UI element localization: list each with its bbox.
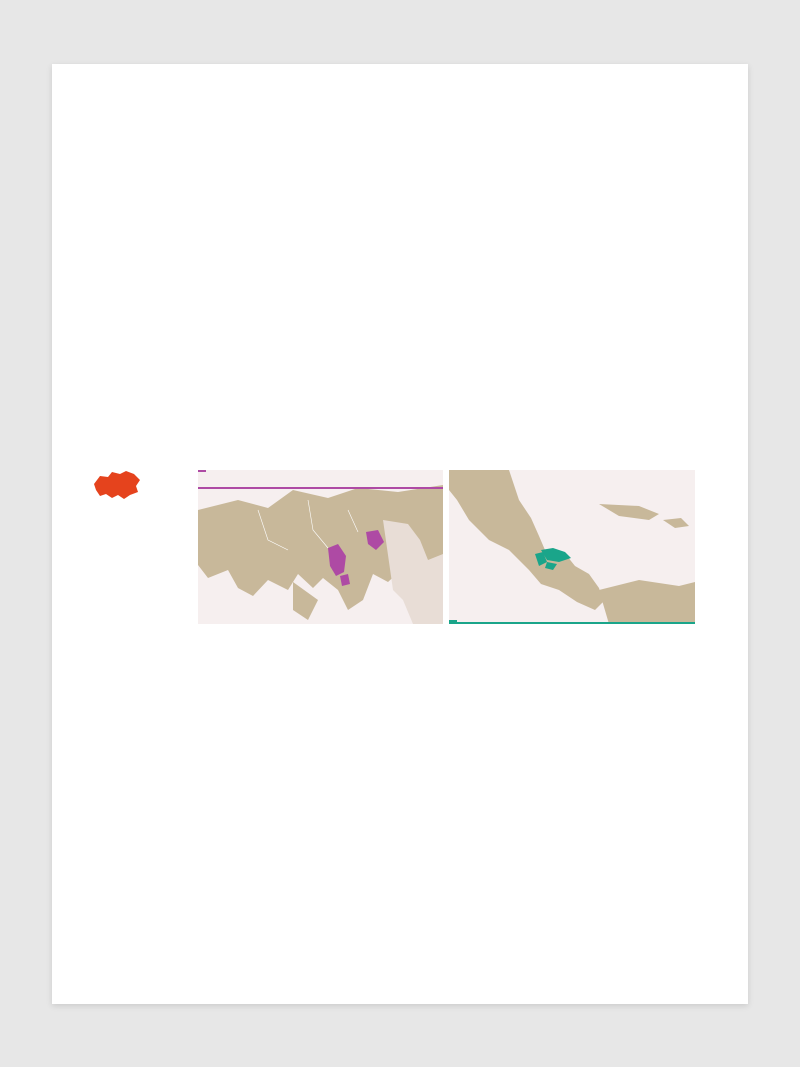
map-central-america (449, 470, 695, 624)
central-america-map-graphic (449, 470, 695, 624)
schweiz-block (90, 468, 210, 638)
report-page (52, 64, 748, 1004)
map-label-europe-rule (198, 487, 443, 489)
switzerland-shape-icon (90, 468, 142, 502)
map-southeast-europe (198, 470, 443, 624)
map-label-america-rule (449, 622, 695, 624)
europe-map-graphic (198, 470, 443, 624)
map-label-europe (198, 470, 206, 472)
